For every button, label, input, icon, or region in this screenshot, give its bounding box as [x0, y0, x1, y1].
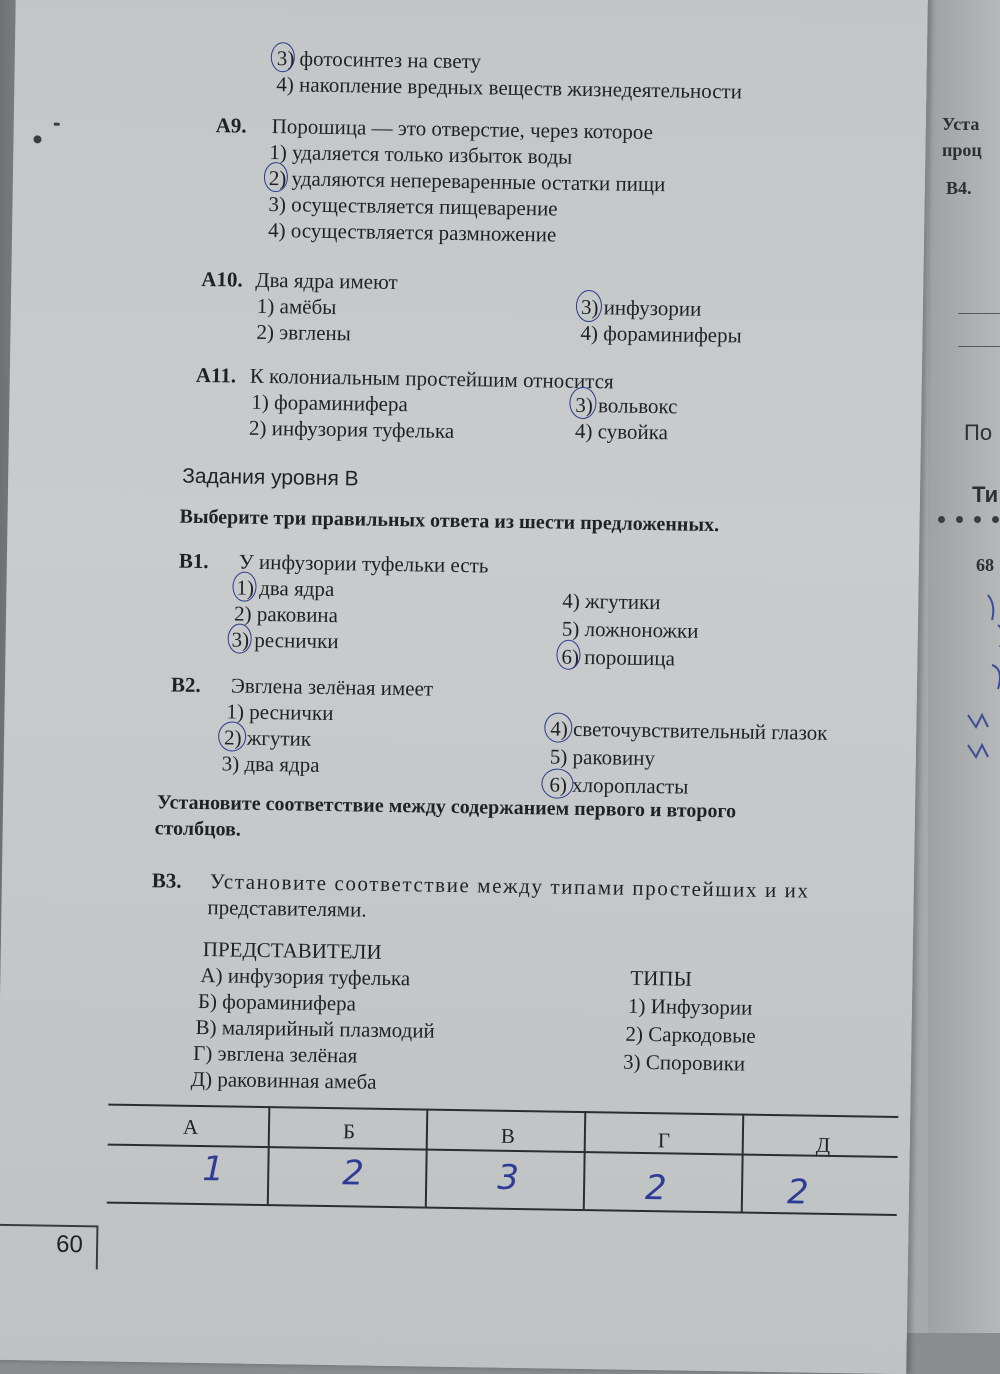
page-number-rule	[0, 1224, 96, 1227]
handwritten-answer: 3	[496, 1157, 520, 1199]
question-text: Порошица — это отверстие, через которое	[271, 114, 654, 145]
answer-line	[958, 346, 1000, 347]
option-text: 6) порошица	[561, 644, 676, 671]
bullet-dot	[956, 516, 963, 523]
table-border	[108, 1104, 898, 1118]
bullet-dot	[33, 135, 41, 143]
table-header-cell: А	[182, 1114, 199, 1140]
option-text: 4) осуществляется размножение	[267, 217, 557, 247]
right-page-fragment: Ти	[972, 482, 999, 507]
right-page-fragment: 68	[976, 555, 994, 575]
bullet-dot	[974, 516, 981, 523]
table-divider	[425, 1109, 428, 1207]
handwritten-answer: 1	[202, 1149, 225, 1190]
option-text: 3) осуществляется пищеварение	[268, 191, 558, 221]
question-text: Два ядра имеют	[255, 267, 398, 295]
answer-line	[958, 313, 1000, 314]
question-number: А10.	[201, 266, 243, 292]
option-text: 2) эвглены	[256, 319, 352, 346]
table-header-cell: Б	[342, 1119, 356, 1144]
type-item: 1) Инфузории	[627, 993, 753, 1020]
table-divider	[741, 1114, 744, 1212]
option-text: 2) инфузория туфелька	[248, 415, 455, 443]
representative-item: Б) фораминифера	[197, 988, 357, 1016]
representative-item: В) малярийный плазмодий	[195, 1014, 435, 1043]
margin-mark	[54, 123, 60, 126]
option-text: 2) удаляются непереваренные остатки пищи	[268, 165, 666, 197]
representative-item: Д) раковинная амеба	[190, 1066, 377, 1094]
option-text: 4) жгутики	[562, 588, 661, 615]
option-text: 5) ложноножки	[561, 616, 699, 643]
option-text: 4) накопление вредных веществ жизнедеятельности	[276, 72, 743, 104]
option-text: 1) реснички	[226, 699, 334, 726]
table-header-cell: Д	[815, 1132, 831, 1157]
adjacent-page	[928, 0, 1000, 1333]
option-text: 3) вольвокс	[575, 392, 678, 419]
representative-item: А) инфузория туфелька	[200, 963, 411, 991]
page-number-rule	[96, 1225, 98, 1269]
option-text: 3) два ядра	[221, 751, 320, 777]
question-number: А11.	[195, 362, 237, 388]
column-header: ПРЕДСТАВИТЕЛИ	[202, 937, 382, 964]
representative-item: Г) эвглена зелёная	[192, 1040, 358, 1068]
question-text: Установите соответствие между типами простейших и их	[209, 869, 810, 903]
instruction-text: столбцов.	[154, 817, 242, 841]
right-page-fragment: В4.	[946, 178, 972, 198]
question-text: К колониальным простейшим относится	[249, 363, 614, 394]
instruction-text: Выберите три правильных ответа из шести предложенных.	[179, 505, 720, 537]
question-text: У инфузории туфельки есть	[238, 549, 489, 578]
handwritten-answer: 2	[644, 1168, 668, 1209]
option-text: 4) фораминиферы	[580, 320, 742, 348]
table-divider	[583, 1111, 586, 1209]
type-item: 3) Споровики	[622, 1049, 746, 1076]
column-header: ТИПЫ	[630, 965, 693, 991]
right-page-fragment: проц	[942, 140, 982, 160]
handwritten-answer: 2	[786, 1172, 810, 1213]
option-text: 2) жгутик	[223, 725, 312, 751]
option-text: 2) раковина	[233, 601, 339, 628]
question-number: А9.	[215, 113, 247, 138]
question-text: представителями.	[207, 895, 367, 922]
question-number: В2.	[170, 672, 201, 697]
instruction-text: Установите соответствие между содержанием первого и второго	[156, 791, 737, 823]
question-number: В3.	[151, 868, 182, 893]
right-page-fragment: По	[964, 420, 993, 445]
table-divider	[267, 1106, 270, 1204]
option-text: 6) хлоропласты	[549, 772, 689, 799]
option-text: 3) реснички	[231, 627, 339, 654]
option-text: 3) фотосинтез на свету	[276, 46, 482, 74]
type-item: 2) Саркодовые	[625, 1021, 756, 1048]
table-header-cell: В	[500, 1123, 516, 1148]
option-text: 4) сувойка	[574, 418, 669, 445]
handwritten-answer: 2	[341, 1153, 365, 1194]
bullet-dot	[938, 516, 945, 523]
bullet-dot	[992, 516, 999, 523]
question-text: Эвглена зелёная имеет	[230, 673, 434, 701]
option-text: 5) раковину	[549, 744, 656, 771]
section-heading: Задания уровня В	[182, 464, 359, 491]
page-number: 60	[55, 1230, 84, 1259]
table-header-cell: Г	[657, 1128, 671, 1153]
option-text: 1) амёбы	[256, 293, 337, 320]
option-text: 1) удаляется только избыток воды	[269, 140, 573, 169]
right-page-fragment: Уста	[942, 114, 980, 134]
table-border	[107, 1202, 897, 1216]
option-text: 1) два ядра	[236, 575, 335, 602]
option-text: 1) фораминифера	[251, 389, 409, 417]
question-number: В1.	[178, 548, 209, 574]
option-text: 4) светочувствительный глазок	[550, 716, 828, 745]
option-text: 3) инфузории	[580, 294, 702, 321]
handwriting-scribbles	[958, 585, 1000, 785]
